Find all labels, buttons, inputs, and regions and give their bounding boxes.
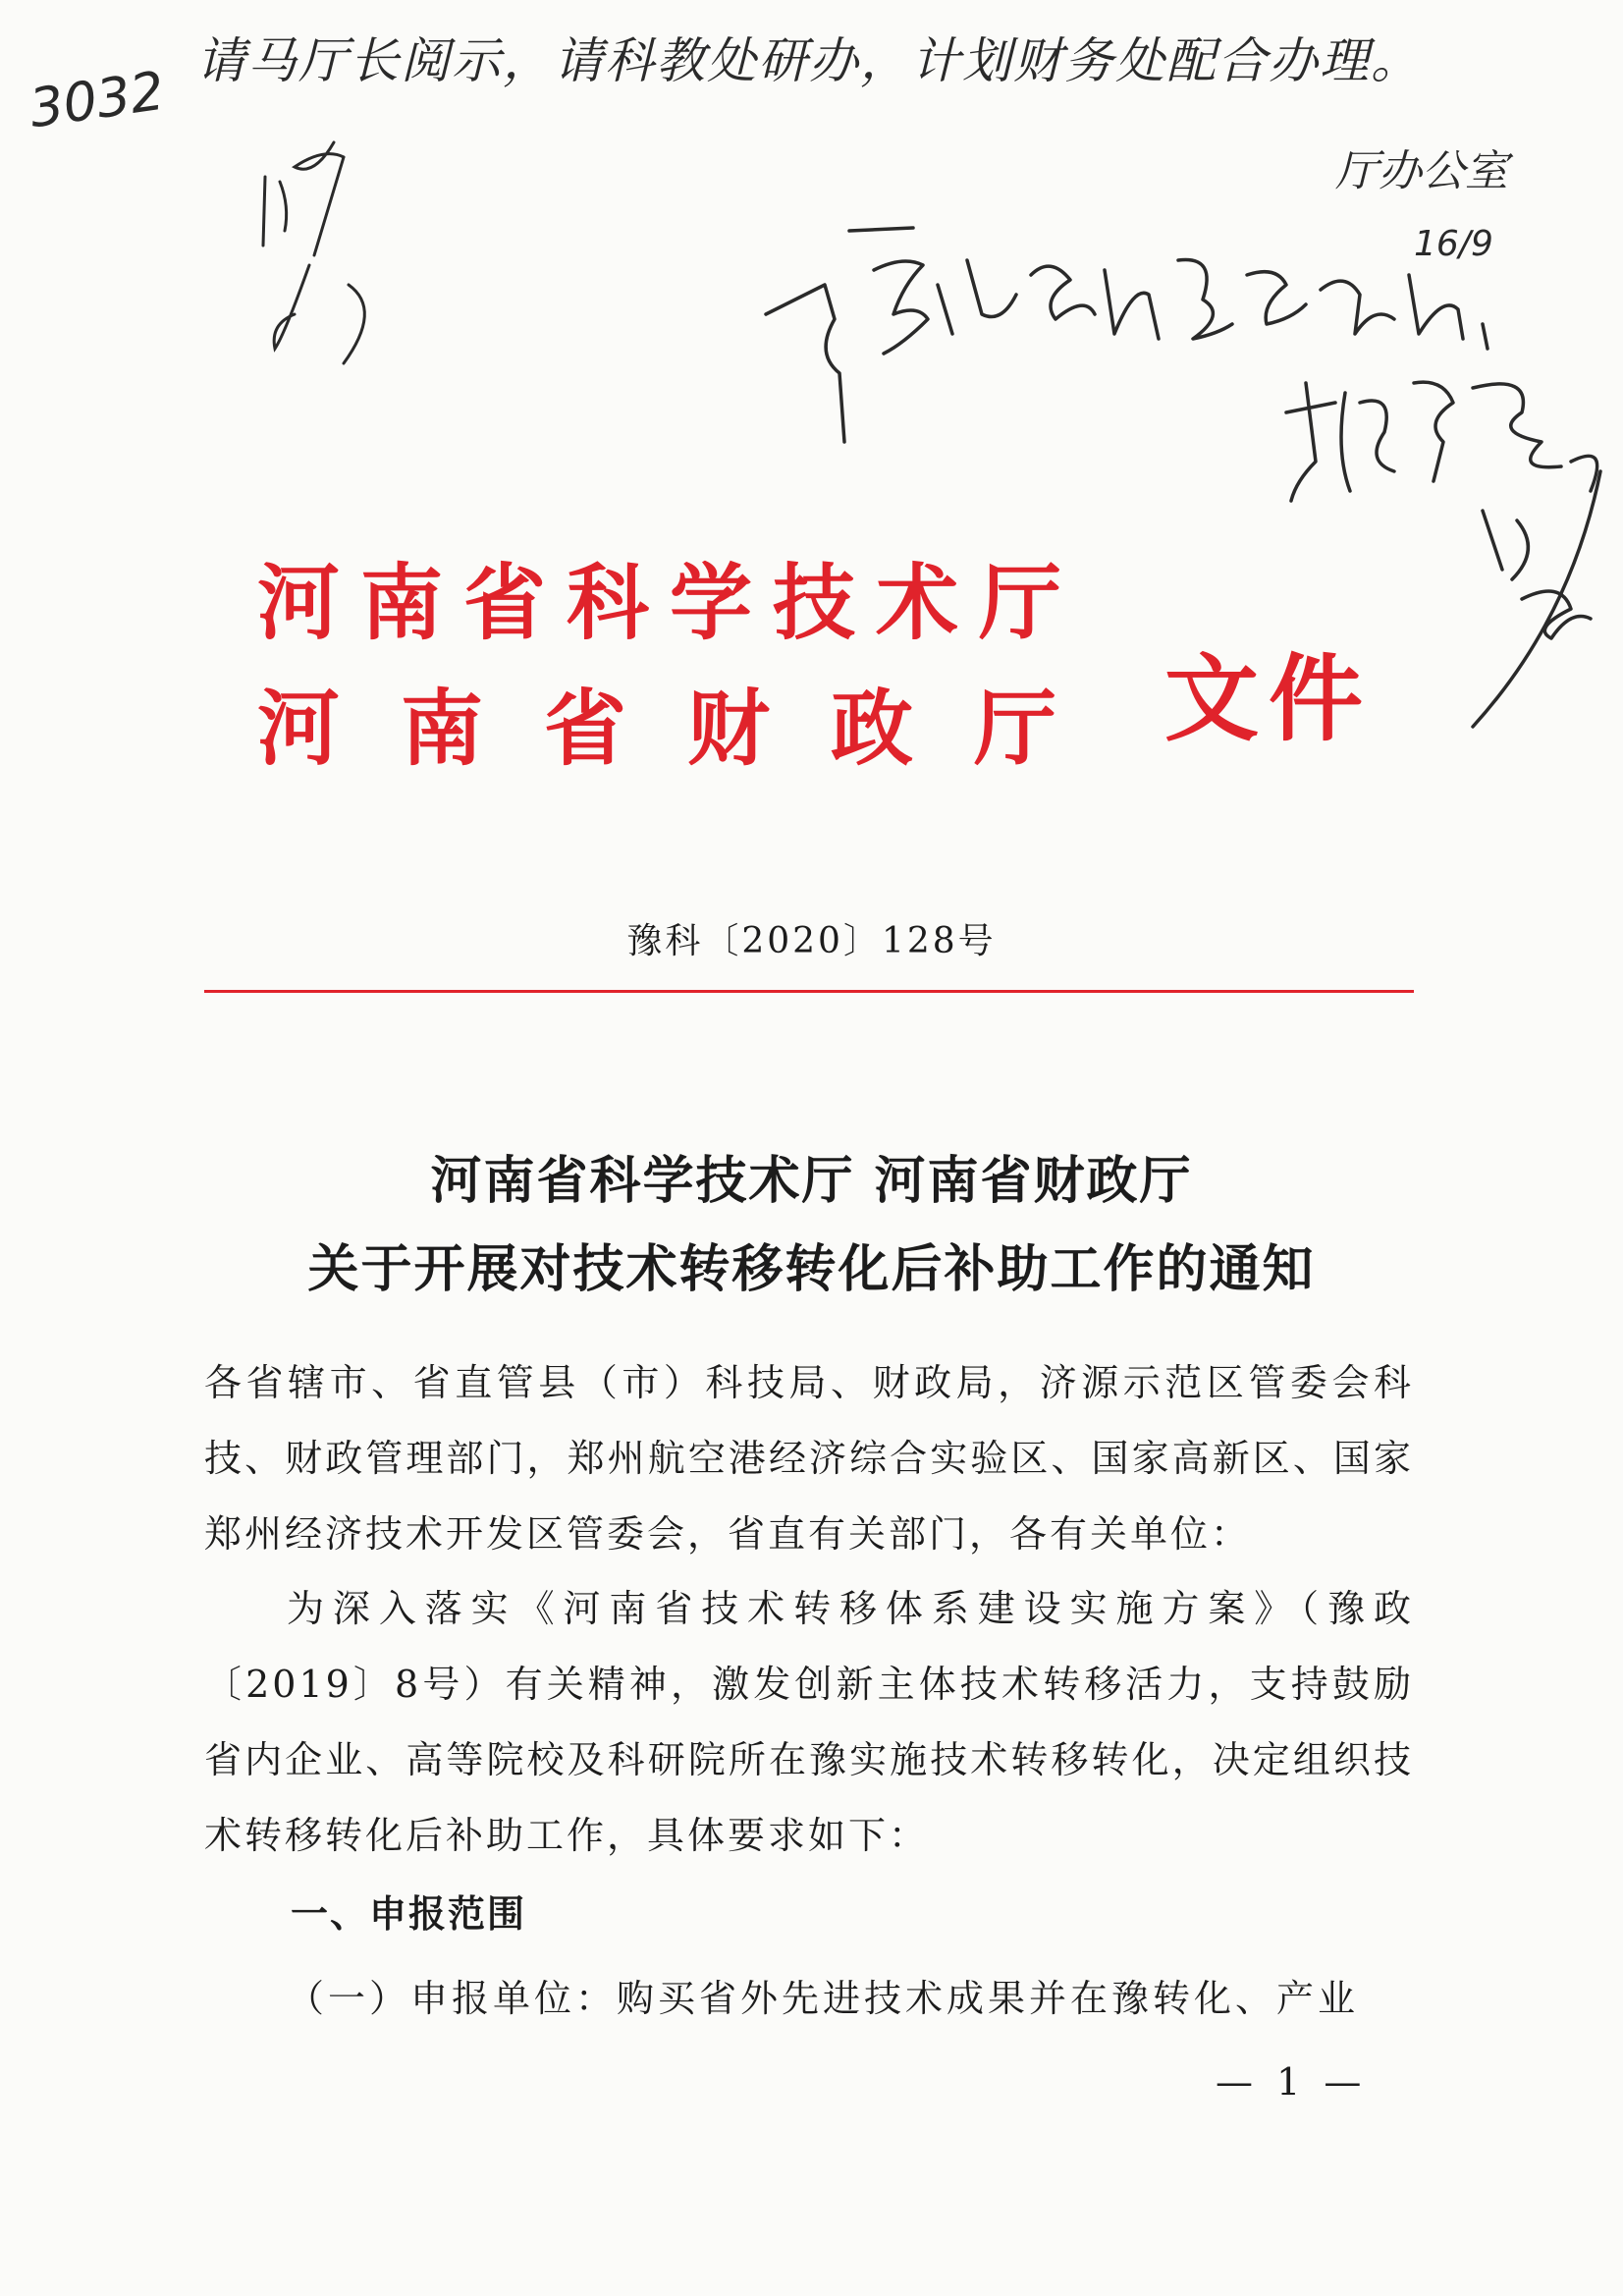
addressee-paragraph: 各省辖市、省直管县（市）科技局、财政局，济源示范区管委会科技、财政管理部门，郑州航空港经济综合实验区、国家高新区、国家郑州经济技术开发区管委会，省直有关部门，各有关单位： xyxy=(204,1361,1414,1556)
list-item: （一）申报单位：购买省外先进技术成果并在豫转化、产业 xyxy=(287,1977,1360,2020)
issuer-finance-department: 河南省财政厅 xyxy=(257,681,1118,777)
page-number: — 1 — xyxy=(1216,2060,1368,2104)
handwritten-instruction: 请马厅长阅示，请科教处研办，计划财务处配合办理。 xyxy=(196,32,1422,89)
document-number: 豫科〔2020〕128号 xyxy=(626,921,997,961)
handwritten-signature-left xyxy=(236,137,432,377)
document-title-subject: 关于开展对技术转移转化后补助工作的通知 xyxy=(307,1240,1316,1299)
document-title-issuers: 河南省科学技术厅 河南省财政厅 xyxy=(430,1152,1193,1211)
intro-paragraph: 为深入落实《河南省技术转移体系建设实施方案》（豫政〔2019〕8号）有关精神，激发创新主体技术转移活力，支持鼓励省内企业、高等院校及科研院所在豫实施技术转移转化，决定组织技术转移转化后补助工作，具体要求如下： xyxy=(204,1587,1414,1857)
handwritten-file-number: 3032 xyxy=(26,59,169,140)
issuer-science-department: 河南省科学技术厅 xyxy=(257,555,1083,651)
document-type: 文件 xyxy=(1164,644,1373,754)
handwritten-date: 16/9 xyxy=(1414,224,1493,264)
handwritten-office: 厅办公室 xyxy=(1335,146,1508,196)
section-heading: 一、申报范围 xyxy=(291,1892,527,1936)
red-divider xyxy=(204,990,1414,993)
